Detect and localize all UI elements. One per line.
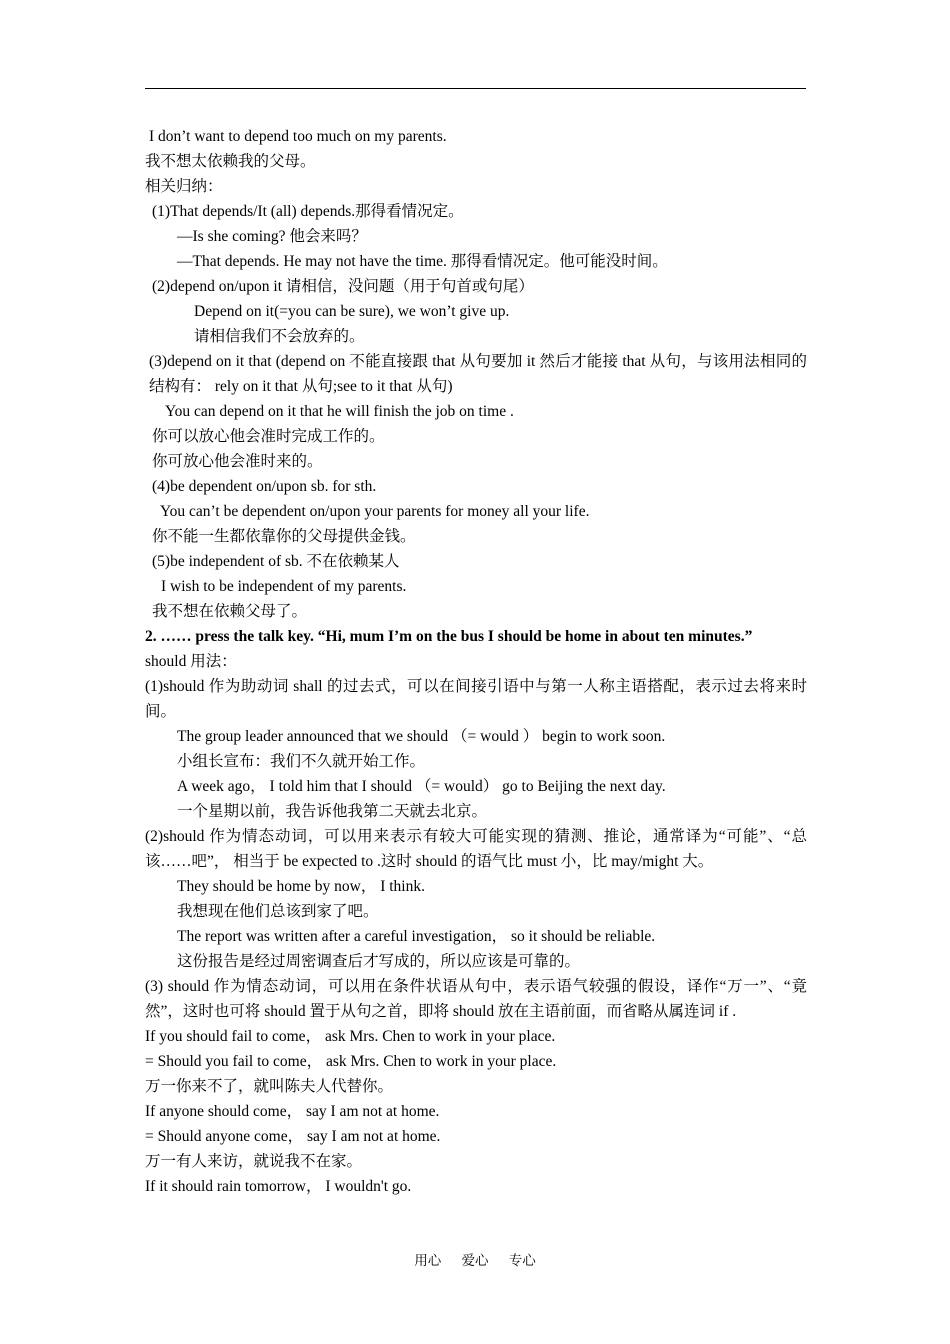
text-line: The group leader announced that we should （= would ） begin to work soon. bbox=[177, 728, 666, 745]
text-line: 小组长宣布：我们不久就开始工作。 bbox=[177, 753, 426, 770]
text-line: (2)depend on/upon it 请相信，没问题（用于句首或句尾） bbox=[152, 278, 534, 295]
text-line: —That depends. He may not have the time. 那得看情况定。他可能没时间。 bbox=[177, 253, 668, 270]
footer-text-3: 专心 bbox=[508, 1253, 536, 1269]
text-line: 2. …… press the talk key. “Hi, mum I’m on the bus I should be home in about ten minutes.” bbox=[145, 628, 753, 645]
text-line: You can depend on it that he will finish the job on time . bbox=[165, 403, 514, 420]
text-line: If you should fail to come， ask Mrs. Chen to work in your place. bbox=[145, 1028, 556, 1045]
document-body bbox=[145, 124, 807, 1199]
text-line: 你可以放心他会准时完成工作的。 bbox=[152, 428, 385, 445]
text-line: I don’t want to depend too much on my parents. bbox=[149, 128, 447, 145]
text-line: They should be home by now， I think. bbox=[177, 878, 425, 895]
text-line: (3) should 作为情态动词，可以用在条件状语从句中，表示语气较强的假设，译作“万一”、“竟然”，这时也可将 should 置于从句之首，即将 should 放在主语前面，而省略从属连词 if . bbox=[145, 978, 807, 1020]
footer-text-1: 用心 bbox=[414, 1253, 442, 1269]
header-rule bbox=[145, 88, 806, 89]
text-line: (3)depend on it that (depend on 不能直接跟 that 从句要加 it 然后才能接 that 从句，与该用法相同的结构有： rely on it that 从句;see to it that 从句) bbox=[149, 353, 807, 395]
text-line: 一个星期以前，我告诉他我第二天就去北京。 bbox=[177, 803, 488, 820]
text-line: 这份报告是经过周密调查后才写成的，所以应该是可靠的。 bbox=[177, 953, 581, 970]
text-line: 请相信我们不会放弃的。 bbox=[194, 328, 365, 345]
text-line: (5)be independent of sb. 不在依赖某人 bbox=[152, 553, 400, 570]
text-line: 你不能一生都依靠你的父母提供金钱。 bbox=[152, 528, 416, 545]
footer-text-2: 爱心 bbox=[461, 1253, 489, 1269]
text-line: 我不想太依赖我的父母。 bbox=[145, 153, 316, 170]
text-line: You can’t be dependent on/upon your parents for money all your life. bbox=[160, 503, 590, 520]
text-line: 万一你来不了，就叫陈夫人代替你。 bbox=[145, 1078, 394, 1095]
text-line: (1)That depends/It (all) depends.那得看情况定。 bbox=[152, 203, 464, 220]
text-line: (1)should 作为助动词 shall 的过去式，可以在间接引语中与第一人称主语搭配，表示过去将来时间。 bbox=[145, 678, 807, 720]
text-line: (2)should 作为情态动词，可以用来表示有较大可能实现的猜测、推论，通常译为“可能”、“总该……吧”， 相当于 be expected to .这时 should 的语气比 must 小，比 may/might 大。 bbox=[145, 828, 807, 870]
text-line: 相关归纳： bbox=[145, 178, 223, 195]
text-line: If anyone should come， say I am not at home. bbox=[145, 1103, 440, 1120]
text-line: = Should you fail to come， ask Mrs. Chen to work in your place. bbox=[145, 1053, 557, 1070]
text-line: 你可放心他会准时来的。 bbox=[152, 453, 323, 470]
text-line: A week ago， I told him that I should （= would） go to Beijing the next day. bbox=[177, 778, 666, 795]
text-line: 万一有人来访，就说我不在家。 bbox=[145, 1153, 363, 1170]
page-footer bbox=[0, 1251, 950, 1271]
text-line: (4)be dependent on/upon sb. for sth. bbox=[152, 478, 377, 495]
text-line: = Should anyone come， say I am not at home. bbox=[145, 1128, 441, 1145]
text-line: I wish to be independent of my parents. bbox=[161, 578, 407, 595]
text-line: If it should rain tomorrow， I wouldn't go. bbox=[145, 1178, 412, 1195]
text-line: —Is she coming? 他会来吗？ bbox=[177, 228, 367, 245]
text-line: Depend on it(=you can be sure), we won’t give up. bbox=[194, 303, 510, 320]
text-line: 我想现在他们总该到家了吧。 bbox=[177, 903, 379, 920]
text-line: should 用法： bbox=[145, 653, 237, 670]
text-line: 我不想在依赖父母了。 bbox=[152, 603, 308, 620]
text-line: The report was written after a careful investigation， so it should be reliable. bbox=[177, 928, 656, 945]
